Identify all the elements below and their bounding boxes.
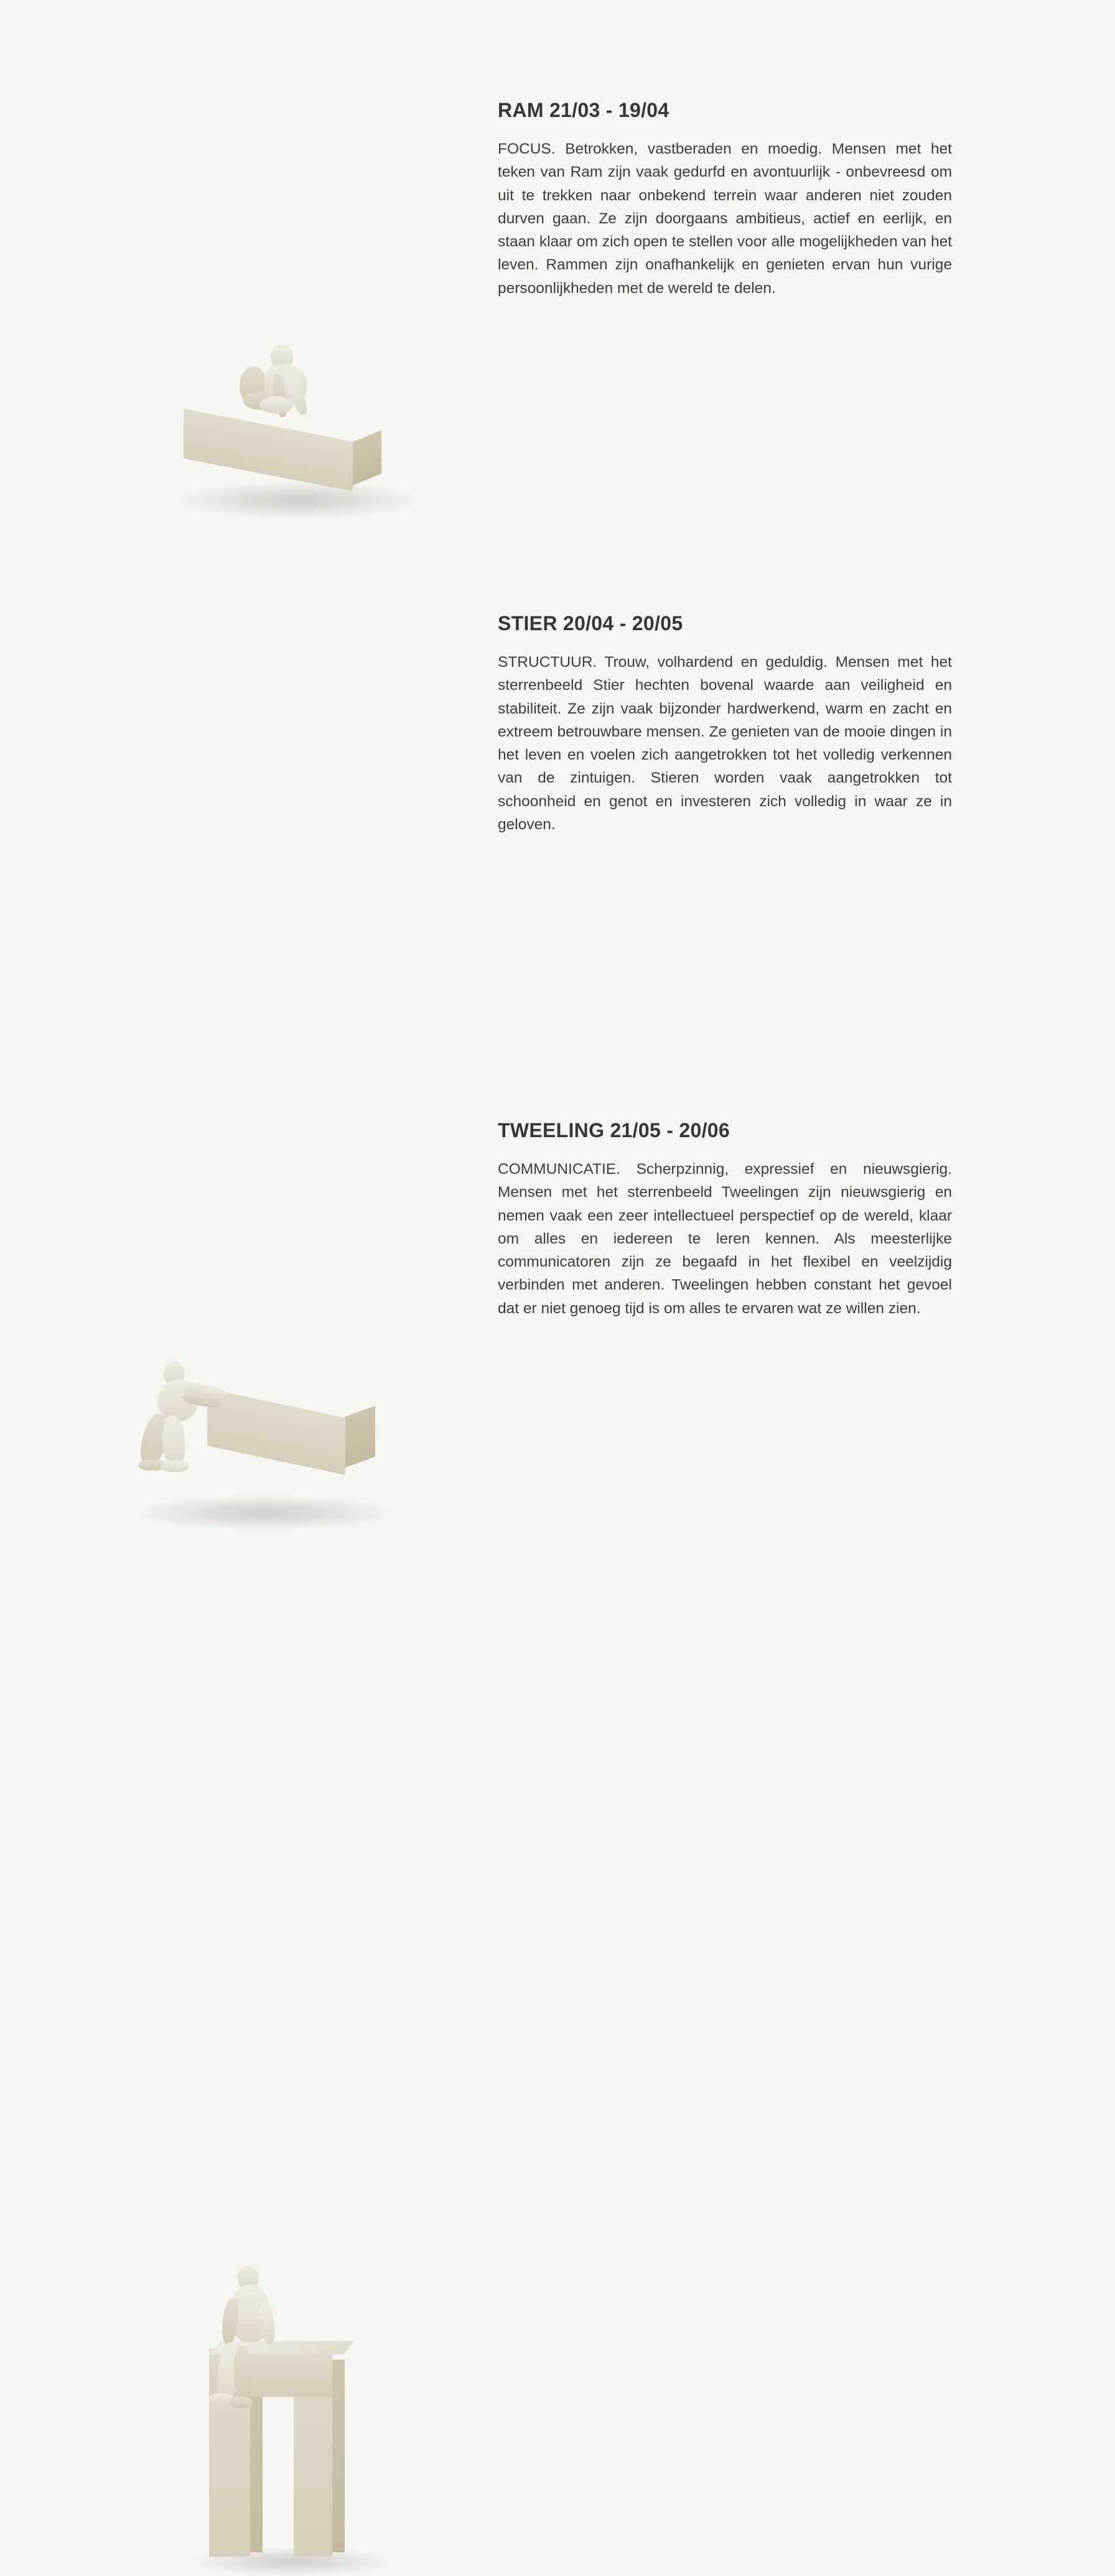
zodiac-entry-ram [0,100,1115,485]
zodiac-entry-stier [0,613,1115,1061]
text-column-tweeling [498,1120,952,1320]
figure-arm-left [220,2298,240,2345]
sculpture-ram [165,339,426,532]
figure-column-ram [0,100,498,485]
figure-column-stier [0,613,498,1061]
figure-foot-right [229,2397,253,2408]
entry-body-ram: FOCUS. Betrokken, vastberaden en moedig. Mensen met het teken van Ram zijn vaak gedurfd en avontuurlijk - onbevreesd om uit te trekken naar onbekend terrein waar anderen niet zouden durven gaan. Ze zijn doorgaans ambitieus, actief en eerlijk, en staan klaar om zich open te stellen voor alle mogelijkheden van het leven. Rammen zijn onafhankelijk en genieten ervan hun vurige persoonlijkheden met de wereld te delen. [498,141,952,297]
text-column-stier [498,613,952,836]
figure-column-tweeling [0,1120,498,1555]
entry-title-ram: RAM 21/03 - 19/04 [498,99,669,121]
sculpture-shadow [177,482,420,518]
figure-leg-front [259,396,293,414]
text-column-ram [498,100,952,300]
arch-right-leg-side [332,2360,345,2552]
block-end-face [352,430,381,486]
entry-title-stier: STIER 20/04 - 20/05 [498,612,683,635]
zodiac-entry-tweeling [0,1120,1115,1555]
sculpture-tweeling [187,2255,398,2554]
block-front-face [184,409,353,491]
entry-title-tweeling: TWEELING 21/05 - 20/06 [498,1119,730,1142]
entry-body-stier: STRUCTUUR. Trouw, volhardend en geduldig. Mensen met het sterrenbeeld Stier hechten bovenal waarde aan veiligheid en stabiliteit. Ze zijn vaak bijzonder hardwerkend, warm en zacht en extreem betrouwbare mensen. Ze genieten van de mooie dingen in het leven en voelen zich aangetrokken tot het volledig verkennen van de zintuigen. Stieren worden vaak aangetrokken tot schoonheid en genot en investeren zich volledig in waar ze in geloven. [498,654,952,833]
entry-body-tweeling: COMMUNICATIE. Scherpzinnig, expressief en nieuwsgierig. Mensen met het sterrenbeeld Tweelingen zijn nieuwsgierig en nemen vaak een zeer intellectueel perspectief op de wereld, klaar om alles en iedereen te leren kennen. Als meesterlijke communicatoren zijn ze begaafd in het flexibel en veelzijdig verbinden met anderen. Tweelingen hebben constant het gevoel dat er niet genoeg tijd is om alles te ervaren wat ze willen zien. [498,1161,952,1317]
